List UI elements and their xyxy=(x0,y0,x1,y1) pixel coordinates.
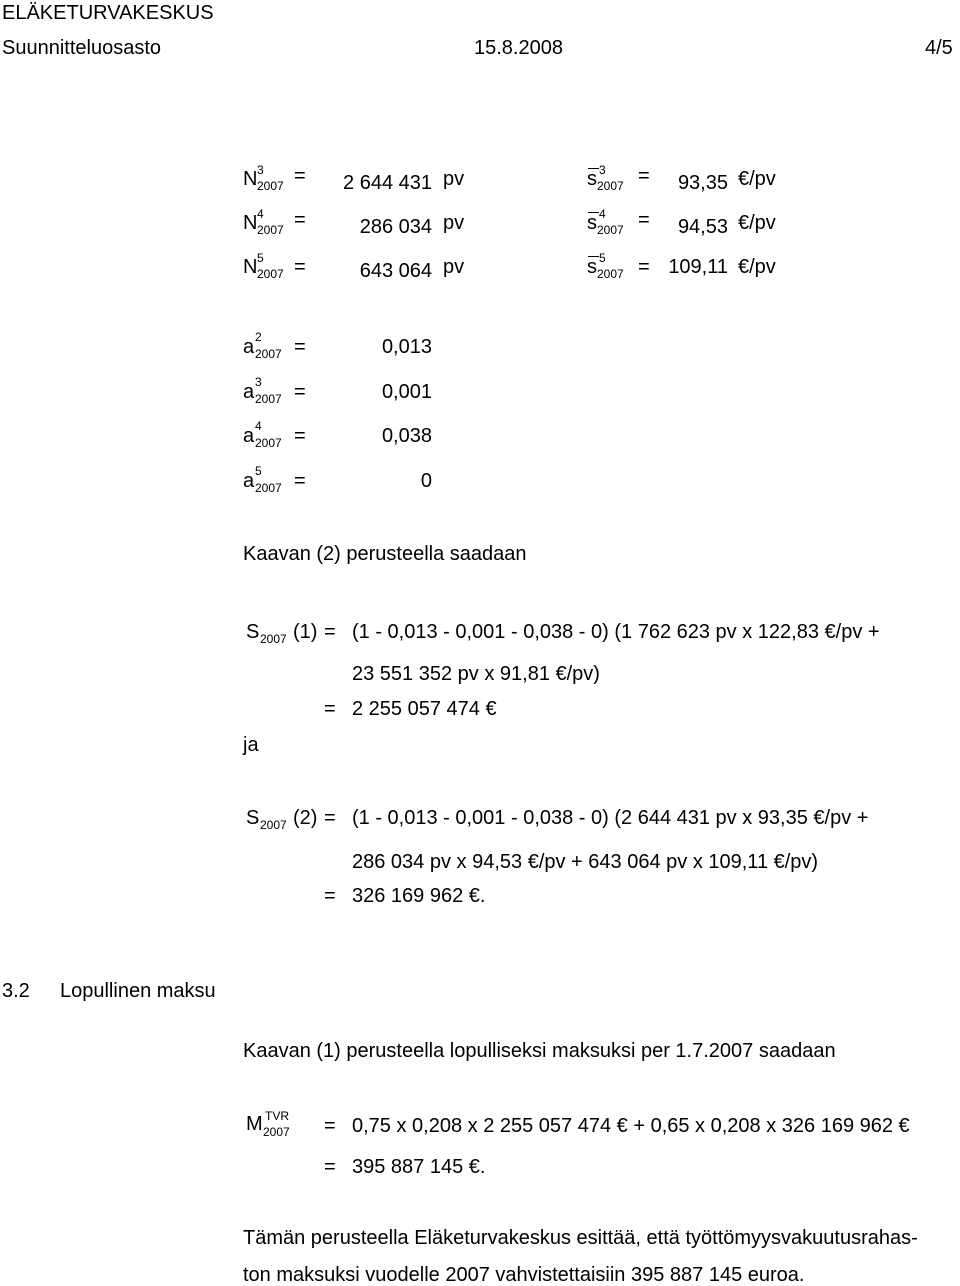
superscript: 3 xyxy=(255,375,262,389)
subscript-year: 2007 xyxy=(597,179,624,193)
symbol-s: S xyxy=(246,807,260,829)
subscript-year: 2007 xyxy=(257,223,284,237)
symbol-n: N xyxy=(243,212,258,234)
subscript-year: 2007 xyxy=(255,481,282,495)
symbol-n: N xyxy=(243,256,258,278)
equals-sign: = xyxy=(638,256,650,278)
equals-sign: = xyxy=(294,256,306,278)
n-unit: pv xyxy=(443,212,465,234)
n-unit: pv xyxy=(443,168,465,190)
s-value: 93,35 xyxy=(677,172,728,194)
a-value: 0,013 xyxy=(381,336,432,358)
symbol-a: a xyxy=(243,336,255,358)
department-name: Suunnitteluosasto xyxy=(2,37,162,59)
equals-sign: = xyxy=(324,621,336,643)
equals-sign: = xyxy=(638,165,650,187)
conclusion-line: ton maksuksi vuodelle 2007 vahvistettaisiin 395 887 145 euroa. xyxy=(243,1264,805,1286)
equals-sign: = xyxy=(294,381,306,403)
a-value: 0,038 xyxy=(381,425,432,447)
n-value: 286 034 xyxy=(359,216,432,238)
subscript-year: 2007 xyxy=(263,1125,290,1139)
symbol-n: N xyxy=(243,168,258,190)
subscript-year: 2007 xyxy=(597,223,624,237)
superscript: 5 xyxy=(257,251,264,265)
a-value: 0,001 xyxy=(381,381,432,403)
formula-line: 0,75 x 0,208 x 2 255 057 474 € + 0,65 x 0,208 x 326 169 962 € xyxy=(352,1115,910,1137)
s-unit: €/pv xyxy=(738,212,776,234)
subscript-year: 2007 xyxy=(257,267,284,281)
subscript-year: 2007 xyxy=(260,632,287,646)
equals-sign: = xyxy=(638,209,650,231)
symbol-m: M xyxy=(246,1113,263,1135)
subscript-year: 2007 xyxy=(257,179,284,193)
conclusion-line: Tämän perusteella Eläketurvakeskus esittää, että työttömyysvakuutusrahas- xyxy=(243,1227,918,1249)
s-value: 94,53 xyxy=(677,216,728,238)
symbol-s-bar: s xyxy=(587,168,597,190)
formula-line: (1 - 0,013 - 0,001 - 0,038 - 0) (1 762 623 pv x 122,83 €/pv + xyxy=(352,621,880,643)
equals-sign: = xyxy=(294,336,306,358)
formula-line: 23 551 352 pv x 91,81 €/pv) xyxy=(352,663,600,685)
formula-line: (1 - 0,013 - 0,001 - 0,038 - 0) (2 644 431 pv x 93,35 €/pv + xyxy=(352,807,869,829)
a-value: 0 xyxy=(420,470,432,492)
intro-text: Kaavan (2) perusteella saadaan xyxy=(243,543,527,565)
superscript: 3 xyxy=(599,163,606,177)
formula-argument: (1) xyxy=(293,621,318,643)
n-unit: pv xyxy=(443,256,465,278)
equals-sign: = xyxy=(294,165,306,187)
document-date: 15.8.2008 xyxy=(474,37,563,59)
superscript: 5 xyxy=(255,464,262,478)
formula-argument: (2) xyxy=(293,807,318,829)
s-value: 109,11 xyxy=(668,256,728,278)
formula-result: 395 887 145 €. xyxy=(352,1156,486,1178)
equals-sign: = xyxy=(324,807,336,829)
n-value: 643 064 xyxy=(359,260,432,282)
superscript: 4 xyxy=(599,207,606,221)
superscript: 2 xyxy=(255,330,262,344)
formula-result: 326 169 962 €. xyxy=(352,885,486,907)
equals-sign: = xyxy=(324,1156,336,1178)
section-number: 3.2 xyxy=(2,980,30,1002)
subscript-year: 2007 xyxy=(597,267,624,281)
subscript-year: 2007 xyxy=(255,392,282,406)
subscript-year: 2007 xyxy=(255,436,282,450)
equals-sign: = xyxy=(324,1115,336,1137)
final-intro-text: Kaavan (1) perusteella lopulliseksi maksuksi per 1.7.2007 saadaan xyxy=(243,1040,836,1062)
formula-result: 2 255 057 474 € xyxy=(352,698,497,720)
superscript: 4 xyxy=(257,207,264,221)
symbol-s-bar: s xyxy=(587,256,597,278)
equals-sign: = xyxy=(324,698,336,720)
superscript: 3 xyxy=(257,163,264,177)
superscript: 4 xyxy=(255,419,262,433)
page-number: 4/5 xyxy=(925,37,953,59)
formula-line: 286 034 pv x 94,53 €/pv + 643 064 pv x 109,11 €/pv) xyxy=(352,851,819,873)
superscript: TVR xyxy=(265,1109,289,1123)
equals-sign: = xyxy=(324,885,336,907)
symbol-s-bar: s xyxy=(587,212,597,234)
superscript: 5 xyxy=(599,251,606,265)
symbol-a: a xyxy=(243,381,255,403)
section-title: Lopullinen maksu xyxy=(60,980,216,1002)
symbol-s: S xyxy=(246,621,260,643)
symbol-a: a xyxy=(243,425,255,447)
conjunction-text: ja xyxy=(243,734,259,756)
s-unit: €/pv xyxy=(738,256,776,278)
s-unit: €/pv xyxy=(738,168,776,190)
equals-sign: = xyxy=(294,209,306,231)
n-value: 2 644 431 xyxy=(343,172,432,194)
equals-sign: = xyxy=(294,425,306,447)
org-name: ELÄKETURVAKESKUS xyxy=(2,2,214,24)
subscript-year: 2007 xyxy=(255,347,282,361)
symbol-a: a xyxy=(243,470,255,492)
equals-sign: = xyxy=(294,470,306,492)
subscript-year: 2007 xyxy=(260,818,287,832)
